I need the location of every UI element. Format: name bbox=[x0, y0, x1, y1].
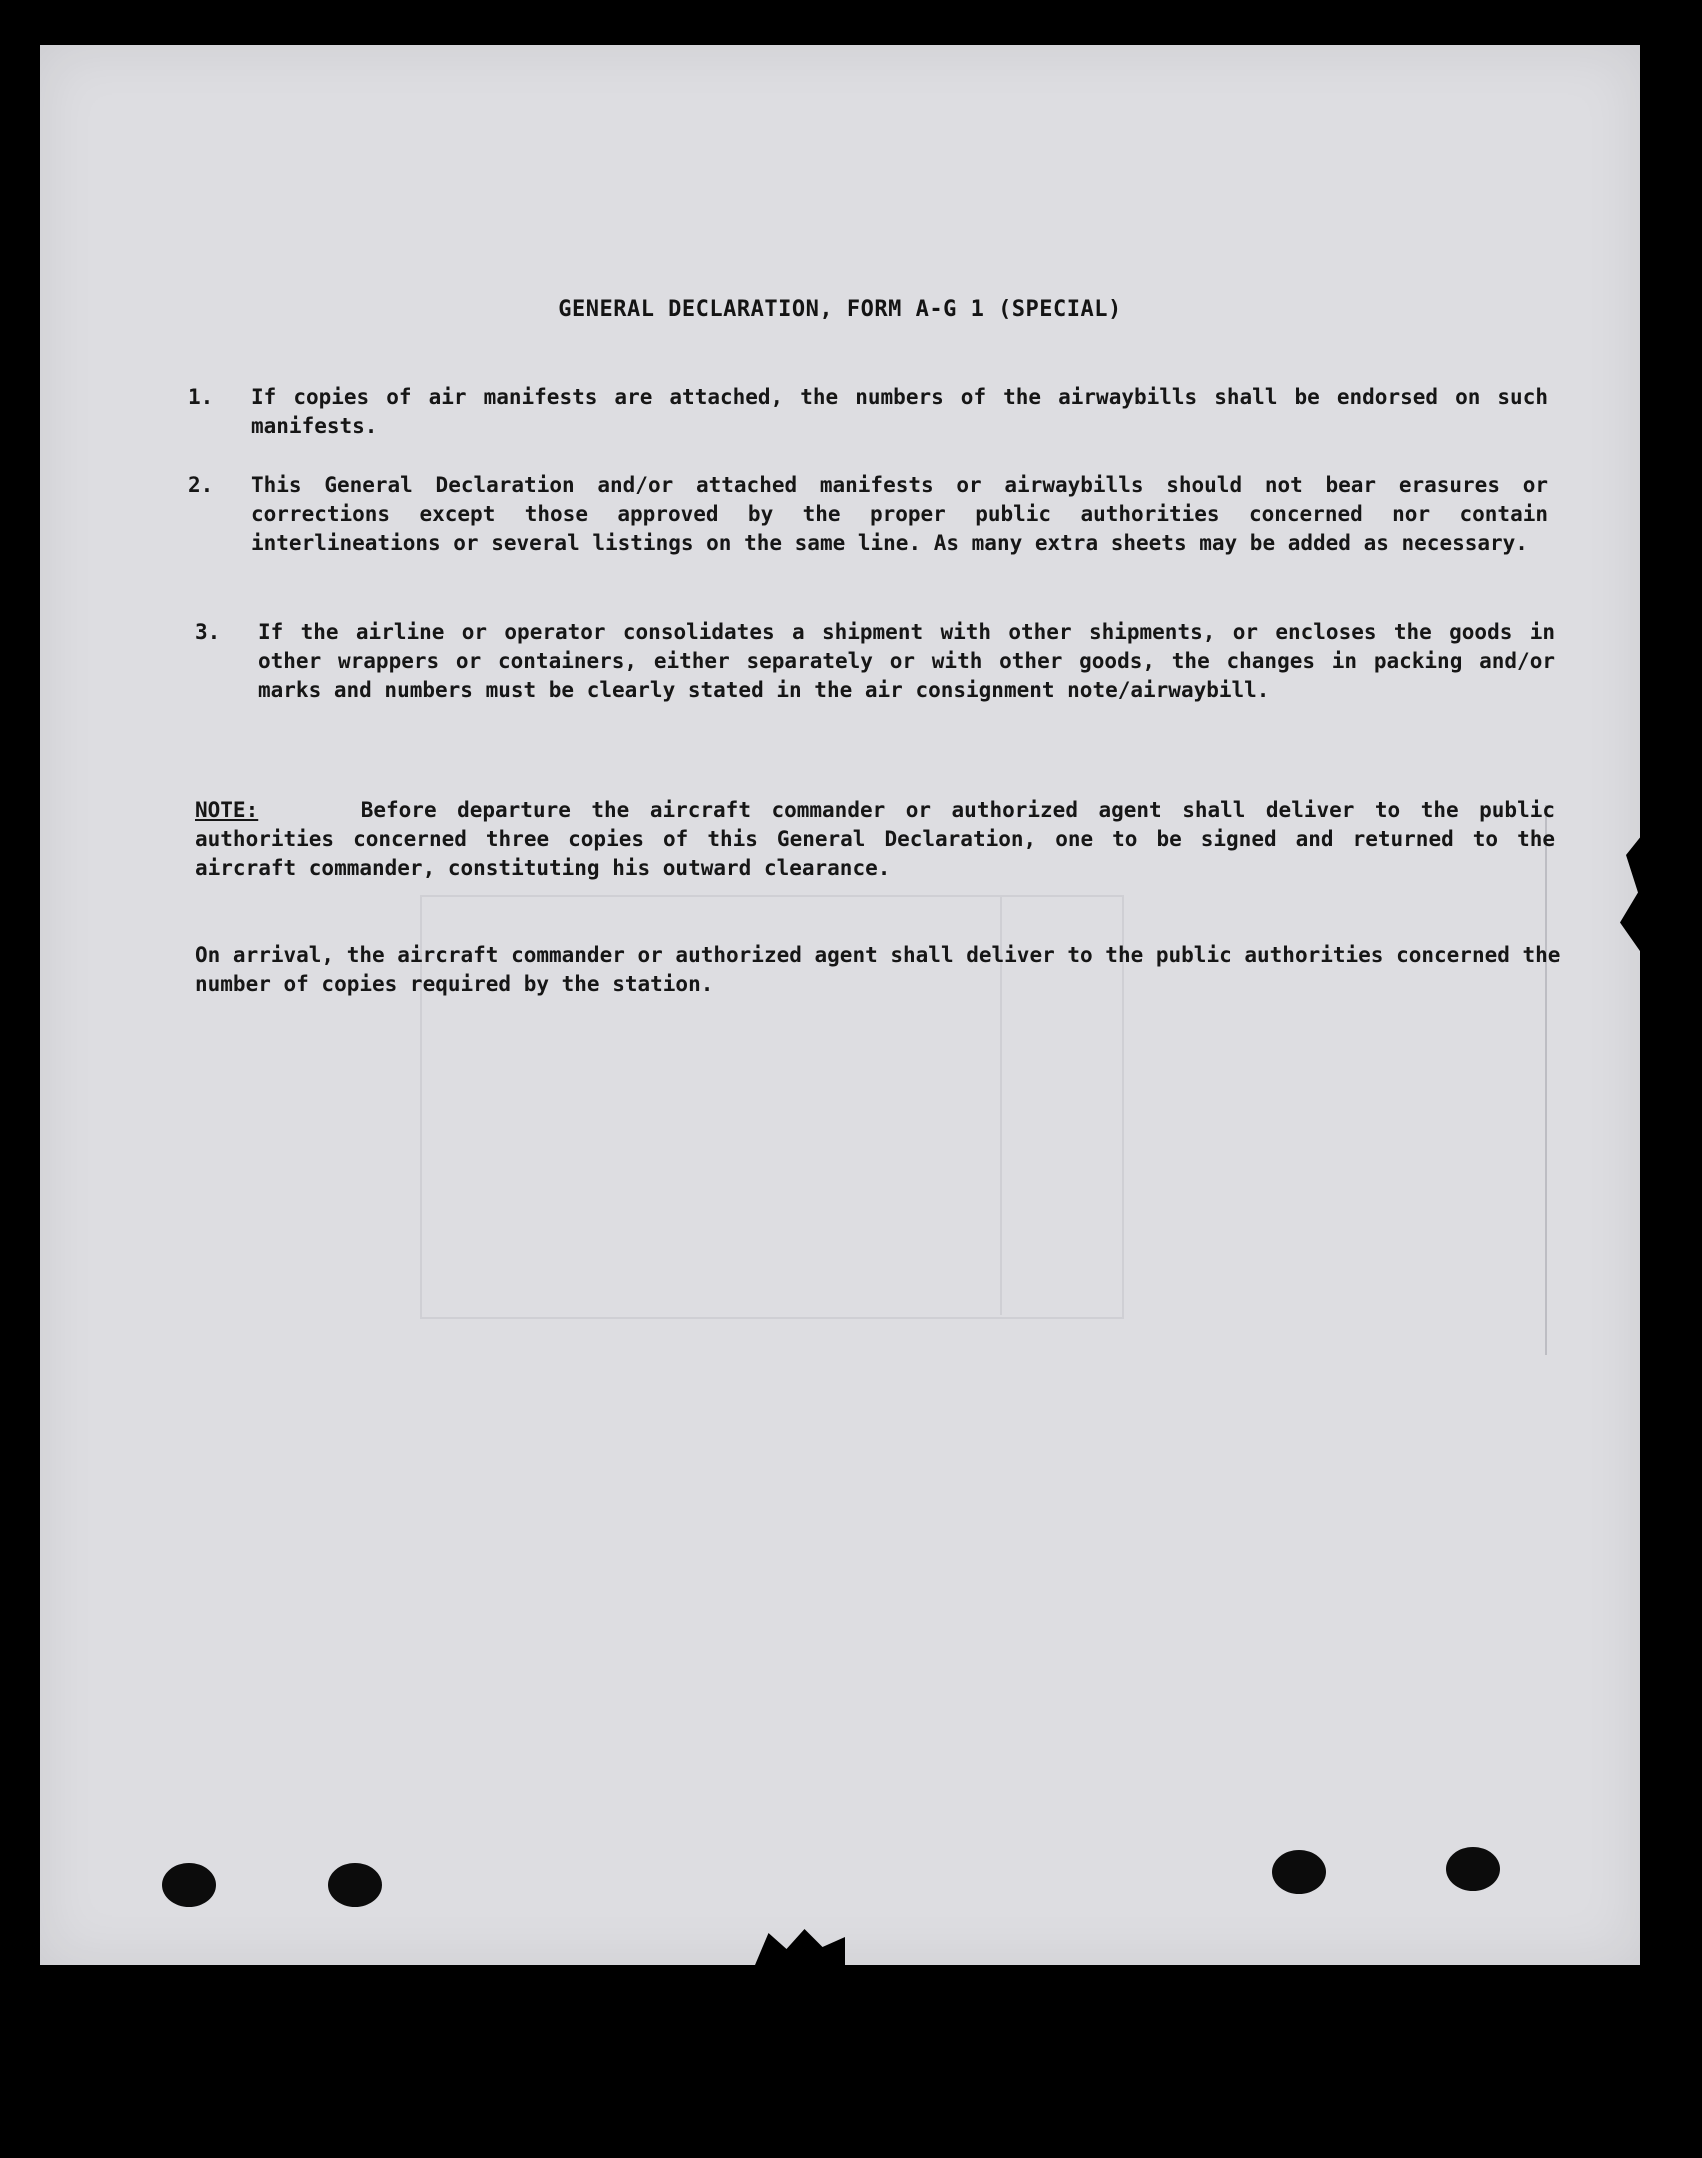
document-title: GENERAL DECLARATION, FORM A-G 1 (SPECIAL) bbox=[558, 297, 1122, 322]
item-number: 3. bbox=[195, 620, 221, 644]
document-page bbox=[40, 45, 1640, 1965]
note-paragraph bbox=[195, 796, 1555, 883]
note-text: Before departure the aircraft commander or authorized agent shall deliver to the public authorities concerned three copies of this General Declaration, one to be signed and returned to the aircraft commander, constituting his outward clearance. bbox=[195, 798, 1555, 880]
arrival-paragraph bbox=[195, 941, 1565, 999]
arrival-text: On arrival, the aircraft commander or authorized agent shall deliver to the public authorities concerned the number of copies required by the station. bbox=[195, 943, 1561, 996]
note-label: NOTE: bbox=[195, 798, 259, 822]
item-text: This General Declaration and/or attached manifests or airwaybills should not bear erasures or corrections except those approved by the proper public authorities concerned nor contain interlineations or several listings on the same line. As many extra sheets may be added as necessary. bbox=[251, 473, 1548, 555]
item-text: If the airline or operator consolidates a shipment with other shipments, or encloses the goods in other wrappers or containers, either separately or with other goods, the changes in packing and/or marks and numbers must be clearly stated in the air consignment note/airwaybill. bbox=[258, 620, 1555, 702]
torn-edge bbox=[1620, 825, 1650, 975]
punch-hole bbox=[1446, 1847, 1500, 1891]
item-text: If copies of air manifests are attached, the numbers of the airwaybills shall be endorsed on such manifests. bbox=[251, 385, 1548, 438]
bleed-through-rule bbox=[1545, 805, 1547, 1355]
punch-hole bbox=[328, 1863, 382, 1907]
item-number: 2. bbox=[188, 473, 214, 497]
punch-hole bbox=[162, 1863, 216, 1907]
punch-hole bbox=[1272, 1850, 1326, 1894]
item-number: 1. bbox=[188, 385, 214, 409]
torn-edge bbox=[755, 1925, 845, 1965]
